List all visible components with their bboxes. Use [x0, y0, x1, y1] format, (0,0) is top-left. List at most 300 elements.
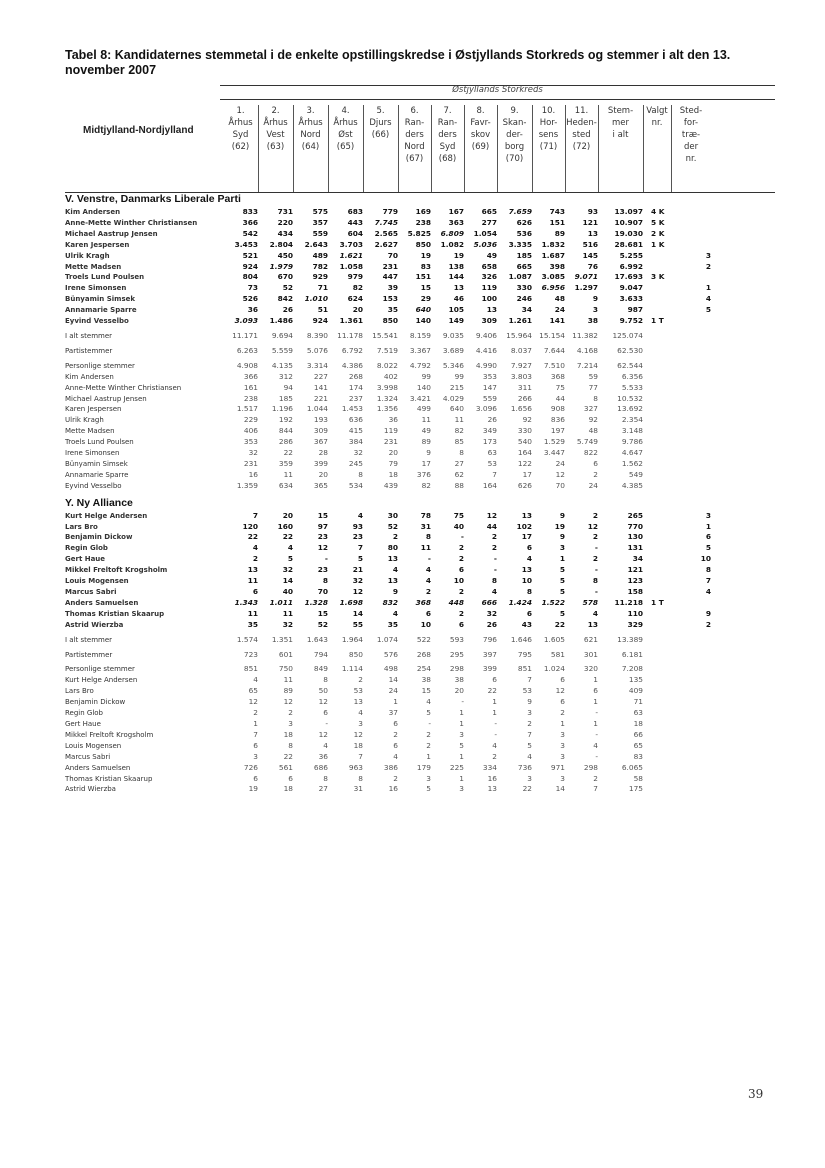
candidate-name: Regin Glob	[65, 544, 108, 553]
vote-cell: 2.565	[374, 228, 398, 238]
vote-cell: 4	[392, 565, 398, 575]
vote-cell: 2	[458, 543, 464, 553]
vote-cell: 121	[627, 565, 643, 575]
vote-cell: 534	[348, 480, 363, 490]
vote-cell: 147	[482, 382, 497, 392]
vote-cell: 2	[593, 773, 598, 783]
column-header-line: nr.	[685, 154, 697, 164]
vote-cell: 14	[352, 608, 363, 618]
vote-cell: 5.255	[619, 250, 643, 260]
vote-cell: 1.529	[543, 437, 565, 447]
vote-cell: 576	[383, 649, 398, 659]
vote-cell: 22	[283, 751, 293, 761]
vote-cell: 131	[627, 543, 643, 553]
vote-cell: 3	[560, 773, 565, 783]
vote-cell	[643, 719, 671, 730]
vote-cell: 2	[705, 261, 711, 271]
vote-cell	[671, 730, 711, 741]
vote-cell: 406	[243, 426, 258, 436]
vote-cell: 237	[348, 393, 363, 403]
vote-cell: 1.486	[269, 316, 293, 326]
vote-cell: 52	[282, 283, 293, 293]
column-divider	[598, 105, 599, 192]
candidate-name: Benjamin Dickow	[65, 698, 126, 707]
vote-cell	[671, 272, 711, 283]
vote-cell: 295	[449, 649, 464, 659]
vote-cell: 665	[516, 261, 532, 271]
table-row	[65, 620, 711, 631]
candidate-name: Mette Madsen	[65, 427, 115, 436]
vote-cell: 6.809	[440, 228, 464, 238]
table-row	[65, 609, 711, 620]
column-divider	[643, 105, 644, 192]
vote-cell: 17	[421, 458, 431, 468]
vote-cell: 89	[421, 437, 431, 447]
vote-cell: 93	[352, 521, 363, 531]
vote-cell: 4.029	[442, 393, 464, 403]
vote-cell: 16	[248, 469, 258, 479]
vote-cell: 1	[705, 521, 711, 531]
vote-cell	[643, 620, 671, 631]
vote-cell: 16	[487, 773, 497, 783]
column-header-line: borg	[504, 142, 525, 152]
column-header-line: (72)	[572, 142, 591, 152]
vote-cell: 842	[277, 294, 293, 304]
vote-cell	[643, 686, 671, 697]
column-divider	[398, 105, 399, 192]
vote-cell: 4	[593, 740, 598, 750]
vote-cell: 3	[560, 729, 565, 739]
vote-cell: 3	[459, 729, 464, 739]
vote-cell	[643, 342, 671, 357]
vote-cell	[671, 470, 711, 481]
vote-cell: 17	[521, 532, 532, 542]
vote-cell: 5.076	[306, 345, 328, 355]
vote-cell: 665	[481, 207, 497, 216]
vote-cell: 6	[253, 773, 258, 783]
table-row	[65, 229, 711, 240]
candidate-name: Thomas Kristian Skaarup	[65, 774, 153, 783]
vote-cell: 2	[393, 773, 398, 783]
vote-cell: 4	[357, 510, 363, 520]
vote-cell: 3	[426, 773, 431, 783]
column-divider	[431, 105, 432, 192]
vote-cell	[643, 784, 671, 795]
vote-cell: 7.745	[374, 217, 398, 227]
vote-cell: 3.689	[442, 345, 464, 355]
vote-cell: 4	[526, 554, 532, 564]
vote-cell: 963	[348, 762, 363, 772]
vote-cell: 37	[388, 708, 398, 718]
column-header-line: (67)	[405, 154, 424, 164]
vote-cell: -	[494, 718, 497, 728]
vote-cell: 18	[388, 469, 398, 479]
vote-cell	[671, 784, 711, 795]
vote-cell: 164	[482, 480, 497, 490]
vote-cell: 397	[482, 649, 497, 659]
vote-cell: 13.389	[617, 634, 643, 644]
vote-cell: 153	[382, 294, 398, 304]
vote-cell: 6.263	[236, 345, 258, 355]
vote-cell: 24	[388, 686, 398, 696]
column-header-line: Favr-	[470, 118, 491, 128]
vote-cell: 4	[287, 543, 293, 553]
table-row	[65, 415, 711, 426]
vote-cell: 11	[421, 415, 431, 425]
vote-cell: 231	[382, 261, 398, 271]
vote-cell: 526	[242, 294, 258, 304]
table-row	[65, 404, 711, 415]
vote-cell: 4.416	[475, 345, 497, 355]
vote-cell	[643, 675, 671, 686]
vote-cell: 1	[459, 751, 464, 761]
vote-cell: 626	[517, 480, 532, 490]
vote-cell: 161	[243, 382, 258, 392]
vote-cell: 6	[288, 773, 293, 783]
vote-cell: 20	[388, 448, 398, 458]
vote-cell: 447	[382, 272, 398, 282]
vote-cell: 575	[312, 207, 328, 216]
vote-cell: 8	[593, 393, 598, 403]
vote-cell: 822	[583, 448, 598, 458]
vote-cell: 1.114	[341, 664, 363, 674]
column-header-line: Århus	[333, 118, 358, 128]
vote-cell: 167	[448, 207, 464, 216]
vote-cell: 102	[516, 521, 532, 531]
vote-cell	[671, 752, 711, 763]
vote-cell: 185	[278, 393, 293, 403]
column-header	[258, 105, 293, 153]
vote-cell: 2	[491, 532, 497, 542]
vote-cell: -	[594, 543, 598, 553]
column-header-line: skov	[470, 130, 491, 140]
column-header-line: (63)	[266, 142, 285, 152]
column-header-line: 8.	[476, 106, 485, 116]
vote-cell: 4	[527, 751, 532, 761]
vote-cell: 1.343	[234, 597, 258, 607]
vote-cell: 20	[352, 305, 363, 315]
table-title: Tabel 8: Kandidaternes stemmetal i de enkelte opstillingskredse i Østjyllands Storkreds og stemmer i alt den 13. november 2007	[65, 48, 731, 77]
vote-cell: 105	[448, 305, 464, 315]
vote-cell: 24	[588, 480, 598, 490]
vote-cell: 268	[348, 371, 363, 381]
column-header-line: Hor-	[539, 118, 558, 128]
vote-cell: 3 K	[651, 272, 665, 282]
column-header-line: 4.	[341, 106, 350, 116]
vote-cell: 7	[705, 576, 711, 586]
vote-cell: 849	[313, 664, 328, 674]
table-row	[65, 327, 711, 342]
column-header-line: 1.	[236, 106, 245, 116]
vote-cell: 63	[487, 448, 497, 458]
vote-cell: 357	[312, 217, 328, 227]
vote-cell: 70	[555, 480, 565, 490]
vote-cell: 7	[357, 543, 363, 553]
vote-cell: 13	[521, 510, 532, 520]
vote-cell: 850	[415, 239, 431, 249]
vote-cell: 185	[516, 250, 532, 260]
vote-cell: 794	[313, 649, 328, 659]
vote-cell: 743	[549, 207, 565, 216]
vote-cell: 1.074	[376, 634, 398, 644]
vote-cell: 4	[253, 675, 258, 685]
column-header-line: (65)	[336, 142, 355, 152]
vote-cell	[671, 697, 711, 708]
vote-cell: 1	[253, 718, 258, 728]
vote-cell	[671, 481, 711, 492]
vote-cell: 125.074	[612, 330, 643, 340]
vote-cell: 8	[358, 773, 363, 783]
table-row	[65, 207, 711, 218]
vote-cell: 229	[243, 415, 258, 425]
vote-cell: 9.071	[574, 272, 598, 282]
candidate-name: Troels Lund Poulsen	[65, 438, 134, 447]
vote-cell: 2	[592, 554, 598, 564]
vote-cell: 924	[242, 261, 258, 271]
vote-cell: 1 T	[651, 597, 664, 607]
vote-cell: 368	[550, 371, 565, 381]
candidate-name: Irene Simonsen	[65, 284, 127, 293]
column-header-line: Nord	[404, 142, 425, 152]
column-divider	[464, 105, 465, 192]
party-heading: V. Venstre, Danmarks Liberale Parti	[65, 193, 241, 205]
vote-cell: 32	[352, 576, 363, 586]
vote-cell: 13	[487, 784, 497, 794]
vote-cell: 330	[516, 283, 532, 293]
column-header	[293, 105, 328, 153]
table-row	[65, 426, 711, 437]
vote-cell: 581	[550, 649, 565, 659]
vote-cell: 376	[416, 469, 431, 479]
vote-cell: 22	[554, 619, 565, 629]
vote-cell: 88	[454, 480, 464, 490]
vote-cell: 83	[633, 751, 643, 761]
vote-cell	[643, 741, 671, 752]
vote-cell: 8	[323, 675, 328, 685]
vote-cell	[671, 383, 711, 394]
vote-cell: 6	[458, 619, 464, 629]
vote-cell: 1.517	[236, 404, 258, 414]
vote-cell: 4.647	[621, 448, 643, 458]
vote-cell	[643, 697, 671, 708]
vote-cell: 3.367	[409, 345, 431, 355]
vote-cell: 6	[458, 565, 464, 575]
vote-cell: 8	[459, 448, 464, 458]
vote-cell: 1.646	[510, 634, 532, 644]
vote-cell: 71	[317, 283, 328, 293]
column-header-line: Vest	[266, 130, 285, 140]
table-row	[65, 543, 711, 554]
vote-cell: 32	[282, 565, 293, 575]
vote-cell: 53	[487, 458, 497, 468]
vote-cell	[671, 459, 711, 470]
vote-cell: 18	[283, 729, 293, 739]
candidate-name: Anders Samuelsen	[65, 763, 131, 772]
vote-cell: 2	[458, 587, 464, 596]
vote-cell	[671, 598, 711, 609]
vote-cell: 6	[593, 458, 598, 468]
vote-cell	[671, 426, 711, 437]
table-row	[65, 470, 711, 481]
vote-cell: 19	[554, 521, 565, 531]
vote-cell: 19	[453, 250, 464, 260]
vote-cell: 1	[393, 697, 398, 707]
column-divider	[532, 105, 533, 192]
vote-cell: 10	[453, 576, 464, 586]
table-row	[65, 763, 711, 774]
vote-cell	[643, 327, 671, 342]
vote-cell: 536	[516, 228, 532, 238]
vote-cell	[643, 554, 671, 565]
vote-cell: 498	[383, 664, 398, 674]
vote-cell: 6.065	[621, 762, 643, 772]
vote-cell: 46	[453, 294, 464, 304]
vote-cell	[643, 576, 671, 587]
candidate-name: Karen Jespersen	[65, 405, 122, 414]
vote-cell: 82	[352, 283, 363, 293]
vote-cell: 9	[592, 294, 598, 304]
vote-cell: 31	[420, 521, 431, 531]
candidate-name: Partistemmer	[65, 346, 113, 355]
vote-cell: 3.085	[541, 272, 565, 282]
vote-cell: -	[428, 718, 431, 728]
candidate-name: Lars Bro	[65, 687, 94, 696]
vote-cell: 5	[287, 554, 293, 564]
column-header-line: 5.	[376, 106, 385, 116]
vote-cell: 38	[421, 675, 431, 685]
vote-cell: 386	[383, 762, 398, 772]
vote-cell: 110	[627, 608, 643, 618]
vote-cell: 658	[481, 261, 497, 271]
candidate-name: Mette Madsen	[65, 262, 122, 271]
vote-cell: 1.196	[271, 404, 293, 414]
vote-cell: 8	[425, 532, 431, 542]
vote-cell	[671, 774, 711, 785]
vote-cell: 17.693	[614, 272, 643, 282]
vote-cell: 399	[482, 664, 497, 674]
vote-cell: 14	[555, 784, 565, 794]
vote-cell	[671, 404, 711, 415]
column-header-line: Sted-	[679, 106, 703, 116]
vote-cell: 140	[416, 382, 431, 392]
vote-cell: 52	[317, 619, 328, 629]
vote-cell: 97	[317, 521, 328, 531]
vote-cell: 14	[282, 576, 293, 586]
vote-cell: 2	[491, 543, 497, 553]
column-header	[565, 105, 598, 153]
vote-cell: 62.544	[617, 360, 643, 370]
vote-cell: 736	[517, 762, 532, 772]
vote-cell	[643, 305, 671, 316]
table-row	[65, 383, 711, 394]
vote-cell: 30	[387, 510, 398, 520]
vote-cell: 4.908	[236, 360, 258, 370]
vote-cell: 723	[243, 649, 258, 659]
candidate-name: I alt stemmer	[65, 331, 113, 340]
vote-cell: 924	[312, 316, 328, 326]
vote-cell: 19	[420, 250, 431, 260]
table-row	[65, 511, 711, 522]
vote-cell	[643, 383, 671, 394]
column-header-line: Øst	[338, 130, 353, 140]
vote-cell: 593	[449, 634, 464, 644]
vote-cell: 38	[587, 316, 598, 326]
vote-cell: 312	[278, 371, 293, 381]
vote-cell: 2	[593, 469, 598, 479]
vote-cell: 640	[449, 404, 464, 414]
vote-cell: 7	[527, 729, 532, 739]
vote-cell: 2	[392, 532, 398, 542]
vote-cell: 65	[248, 686, 258, 696]
table-row	[65, 218, 711, 229]
vote-cell: 2	[358, 675, 363, 685]
column-divider	[293, 105, 294, 192]
table-row	[65, 251, 711, 262]
vote-cell	[671, 316, 711, 327]
vote-cell: 52	[387, 521, 398, 531]
vote-cell: 1.621	[339, 250, 363, 260]
vote-cell: 782	[312, 261, 328, 271]
vote-cell: 34	[632, 554, 643, 564]
vote-cell: 1.964	[341, 634, 363, 644]
vote-cell: 7	[358, 751, 363, 761]
vote-cell: 367	[313, 437, 328, 447]
candidate-name: Kurt Helge Andersen	[65, 511, 148, 520]
vote-cell	[671, 763, 711, 774]
vote-cell: 40	[453, 521, 464, 531]
candidate-name: Kurt Helge Andersen	[65, 676, 138, 685]
vote-cell: 1.453	[341, 404, 363, 414]
vote-cell: 439	[383, 480, 398, 490]
vote-cell: 833	[242, 207, 258, 216]
vote-cell	[671, 646, 711, 661]
vote-cell: 13	[486, 305, 497, 315]
vote-cell: 8	[322, 576, 328, 586]
vote-cell	[643, 459, 671, 470]
table-row	[65, 587, 711, 598]
table-row	[65, 272, 711, 283]
vote-cell	[671, 708, 711, 719]
vote-cell	[643, 532, 671, 543]
vote-cell: 225	[449, 762, 464, 772]
vote-cell	[671, 741, 711, 752]
column-header-line: ders	[405, 130, 424, 140]
vote-cell: 20	[282, 510, 293, 520]
candidate-name: Benjamin Dickow	[65, 533, 133, 542]
vote-cell: 516	[582, 239, 598, 249]
vote-cell	[643, 448, 671, 459]
column-divider	[565, 105, 566, 192]
vote-cell: 245	[348, 458, 363, 468]
vote-cell: 38	[454, 675, 464, 685]
party-heading: Y. Ny Alliance	[65, 496, 133, 509]
vote-cell: 13	[247, 565, 258, 575]
vote-cell: 399	[313, 458, 328, 468]
vote-cell: 368	[415, 597, 431, 607]
vote-cell: 3.096	[475, 404, 497, 414]
vote-cell: 601	[278, 649, 293, 659]
vote-cell: 5	[357, 554, 363, 564]
vote-cell	[643, 522, 671, 533]
vote-cell: 9	[527, 697, 532, 707]
vote-cell: 1	[459, 708, 464, 718]
vote-cell: 5	[705, 543, 711, 553]
table-row	[65, 357, 711, 372]
vote-cell: 3	[358, 718, 363, 728]
vote-cell: 6	[526, 608, 532, 618]
vote-cell: 13	[387, 576, 398, 586]
vote-cell: 34	[521, 305, 532, 315]
